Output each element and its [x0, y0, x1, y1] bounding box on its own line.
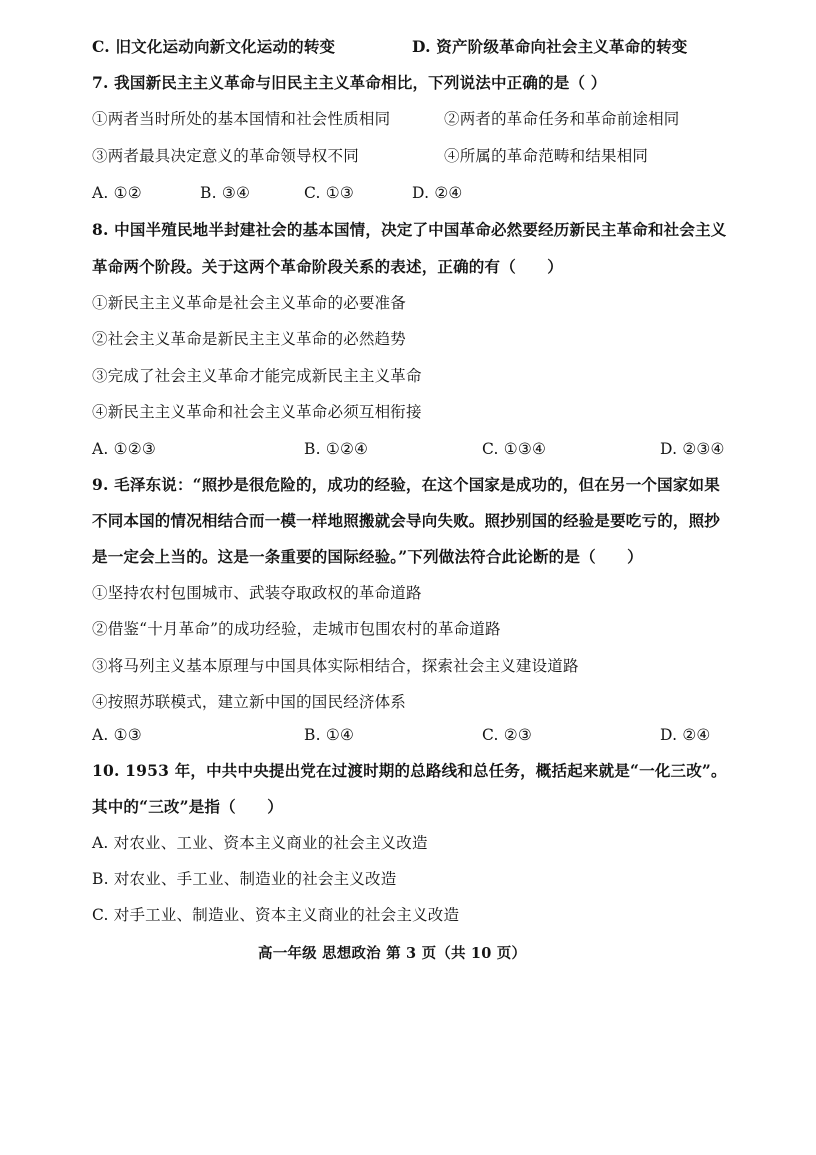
- q10-option-a: A. 对农业、工业、资本主义商业的社会主义改造: [92, 834, 428, 852]
- q9-option-c: C. ②③: [482, 726, 532, 744]
- q7-item-3: ③两者最具决定意义的革命领导权不同: [92, 147, 359, 165]
- q9-stem-line3: 是一定会上当的。这是一条重要的国际经验。”下列做法符合此论断的是（ ）: [92, 547, 643, 566]
- option-c-prev: C. 旧文化运动向新文化运动的转变: [92, 37, 336, 56]
- q10-stem-line2: 其中的“三改”是指（ ）: [92, 797, 283, 816]
- q9-stem-line1: 9. 毛泽东说：“照抄是很危险的，成功的经验，在这个国家是成功的，但在另一个国家如果: [92, 475, 720, 494]
- q9-item-2: ②借鉴“十月革命”的成功经验，走城市包围农村的革命道路: [92, 620, 501, 638]
- q8-item-1: ①新民主主义革命是社会主义革命的必要准备: [92, 294, 407, 312]
- q8-stem-line1: 8. 中国半殖民地半封建社会的基本国情，决定了中国革命必然要经历新民主革命和社会主义: [92, 220, 727, 239]
- q7-option-c: C. ①③: [304, 184, 354, 202]
- page-footer: 高一年级 思想政治 第 3 页（共 10 页）: [258, 945, 527, 962]
- q8-option-d: D. ②③④: [660, 440, 725, 458]
- q9-stem-line2: 不同本国的情况相结合而一模一样地照搬就会导向失败。照抄别国的经验是要吃亏的，照抄: [92, 511, 721, 530]
- q10-option-b: B. 对农业、手工业、制造业的社会主义改造: [92, 870, 397, 888]
- q9-option-a: A. ①③: [92, 726, 142, 744]
- q8-item-4: ④新民主主义革命和社会主义革命必须互相衔接: [92, 403, 422, 421]
- q8-item-3: ③完成了社会主义革命才能完成新民主主义革命: [92, 367, 422, 385]
- q10-option-c: C. 对手工业、制造业、资本主义商业的社会主义改造: [92, 906, 460, 924]
- q7-item-4: ④所属的革命范畴和结果相同: [444, 147, 649, 165]
- q9-item-3: ③将马列主义基本原理与中国具体实际相结合，探索社会主义建设道路: [92, 657, 579, 675]
- q7-option-b: B. ③④: [200, 184, 251, 202]
- q7-option-a: A. ①②: [92, 184, 142, 202]
- q8-stem-line2: 革命两个阶段。关于这两个革命阶段关系的表述，正确的有（ ）: [92, 257, 564, 276]
- q9-option-d: D. ②④: [660, 726, 711, 744]
- q7-stem: 7. 我国新民主主义革命与旧民主主义革命相比，下列说法中正确的是（ ）: [92, 73, 607, 92]
- q8-option-c: C. ①③④: [482, 440, 547, 458]
- q9-item-1: ①坚持农村包围城市、武装夺取政权的革命道路: [92, 584, 422, 602]
- q10-stem-line1: 10. 1953 年，中共中央提出党在过渡时期的总路线和总任务，概括起来就是“一化三改”。: [92, 761, 727, 780]
- option-d-prev: D. 资产阶级革命向社会主义革命的转变: [412, 37, 688, 56]
- q9-item-4: ④按照苏联模式，建立新中国的国民经济体系: [92, 693, 407, 711]
- q8-option-a: A. ①②③: [92, 440, 156, 458]
- q8-option-b: B. ①②④: [304, 440, 369, 458]
- q8-item-2: ②社会主义革命是新民主主义革命的必然趋势: [92, 330, 407, 348]
- q7-item-2: ②两者的革命任务和革命前途相同: [444, 110, 680, 128]
- q7-option-d: D. ②④: [412, 184, 463, 202]
- q9-option-b: B. ①④: [304, 726, 355, 744]
- q7-item-1: ①两者当时所处的基本国情和社会性质相同: [92, 110, 391, 128]
